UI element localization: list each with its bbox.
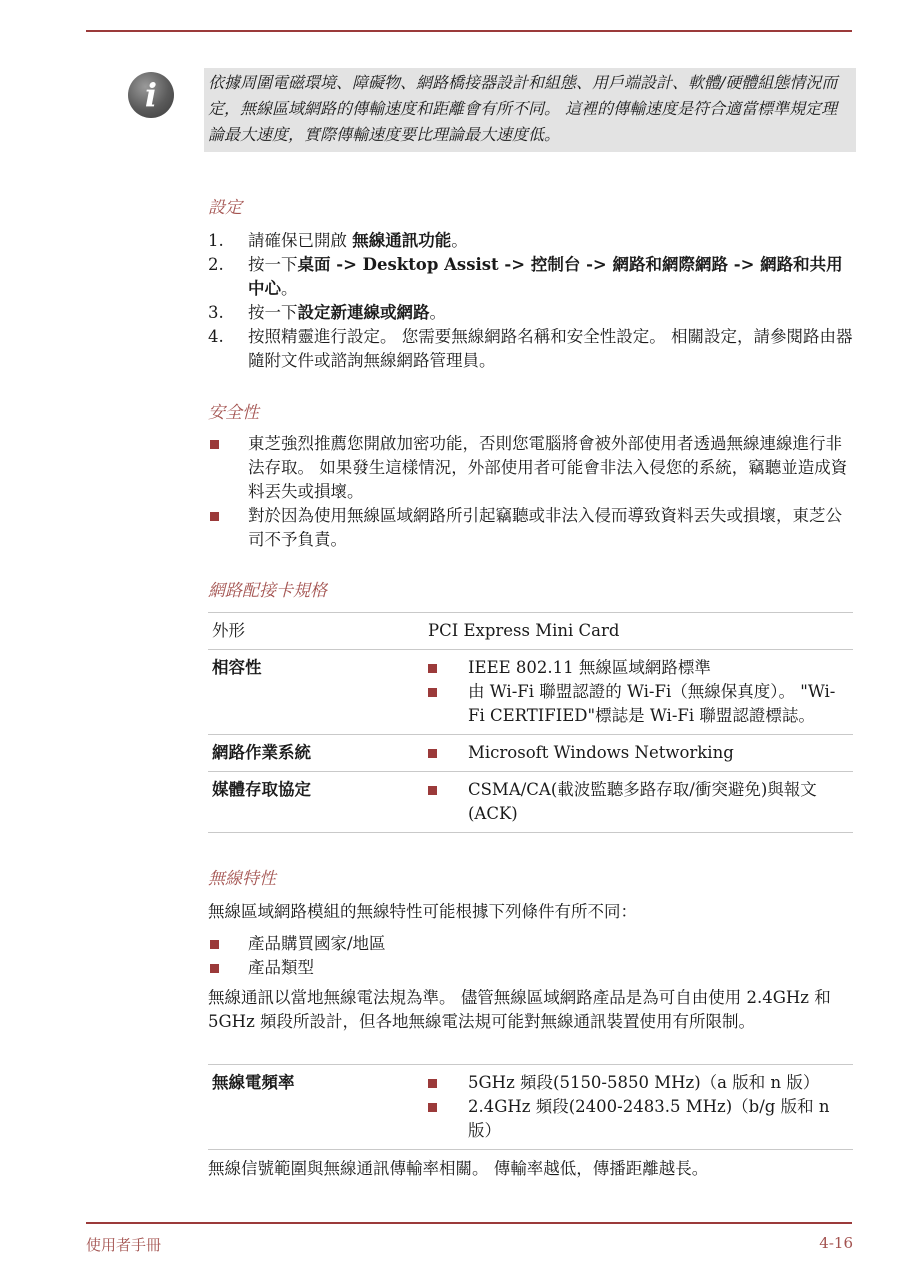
bottom-rule	[86, 1222, 852, 1224]
bullet-icon	[428, 664, 437, 673]
row-key: 網路作業系統	[208, 735, 424, 772]
list-item: 由 Wi-Fi 聯盟認證的 Wi-Fi（無線保真度）。 "Wi-Fi CERTIFIED"標誌是 Wi-Fi 聯盟認證標誌。	[428, 680, 849, 728]
card-spec-table	[208, 612, 853, 833]
list-item: 東芝強烈推薦您開啟加密功能，否則您電腦將會被外部使用者透過無線連線進行非法存取。 如果發生這樣情況，外部使用者可能會非法入侵您的系統，竊聽並造成資料丟失或損壞。	[208, 432, 856, 504]
table-row	[208, 772, 853, 833]
note-box	[204, 68, 856, 152]
row-value	[424, 735, 853, 772]
list-item: IEEE 802.11 無線區域網路標準	[428, 656, 849, 680]
list-item: 產品購買國家/地區	[208, 932, 856, 956]
card-spec-heading: 網路配接卡規格	[208, 581, 327, 601]
setup-heading: 設定	[208, 198, 242, 218]
row-value: PCI Express Mini Card	[424, 613, 853, 650]
note-text: 依據周圍電磁環境、障礙物、網路橋接器設計和組態、用戶端設計、軟體/硬體組態情況而定，無線區域網路的傳輸速度和距離會有所不同。 這裡的傳輸速度是符合適當標準規定理論最大速度，實際傳輸速度要比理論最大速度低。	[208, 73, 838, 144]
bullet-icon	[210, 440, 219, 449]
list-item: 2. 按一下桌面 -> Desktop Assist -> 控制台 -> 網路和網際網路 -> 網路和共用中心。	[208, 255, 843, 298]
bullet-icon	[428, 1103, 437, 1112]
bullet-icon	[428, 786, 437, 795]
page-number: 4-16	[819, 1234, 853, 1252]
row-value	[424, 650, 853, 735]
table-row	[208, 650, 853, 735]
table-row	[208, 735, 853, 772]
bullet-icon	[210, 964, 219, 973]
row-value	[424, 1065, 853, 1150]
row-key: 外形	[208, 613, 424, 650]
frequency-table	[208, 1064, 853, 1150]
list-item: CSMA/CA(載波監聽多路存取/衝突避免)與報文(ACK)	[428, 778, 849, 826]
list-item: 1. 請確保已開啟 無線通訊功能。	[208, 231, 468, 250]
table-row	[208, 1065, 853, 1150]
bullet-icon	[210, 512, 219, 521]
setup-steps	[208, 229, 856, 373]
list-item: 5GHz 頻段(5150-5850 MHz)（a 版和 n 版）	[428, 1071, 849, 1095]
row-value	[424, 772, 853, 833]
bullet-icon	[428, 688, 437, 697]
radio-conditions	[208, 932, 856, 980]
list-item: 4. 按照精靈進行設定。 您需要無線網路名稱和安全性設定。 相關設定，請參閱路由器隨附文件或諮詢無線網路管理員。	[208, 327, 853, 370]
list-item: Microsoft Windows Networking	[428, 741, 849, 765]
footer-title: 使用者手冊	[86, 1236, 162, 1254]
list-item: 3. 按一下設定新連線或網路。	[208, 303, 446, 322]
radio-paragraph: 無線通訊以當地無線電法規為準。 儘管無線區域網路產品是為可自由使用 2.4GHz 和 5GHz 頻段所設計，但各地無線電法規可能對無線通訊裝置使用有所限制。	[208, 988, 831, 1031]
list-item: 對於因為使用無線區域網路所引起竊聽或非法入侵而導致資料丟失或損壞，東芝公司不予負責。	[208, 504, 856, 552]
security-heading: 安全性	[208, 403, 259, 423]
security-list	[208, 432, 856, 552]
list-item: 2.4GHz 頻段(2400-2483.5 MHz)（b/g 版和 n 版）	[428, 1095, 849, 1143]
closing-paragraph: 無線信號範圍與無線通訊傳輸率相關。 傳輸率越低，傳播距離越長。	[208, 1159, 709, 1178]
radio-heading: 無線特性	[208, 869, 276, 889]
bullet-icon	[210, 940, 219, 949]
row-key: 無線電頻率	[208, 1065, 424, 1150]
radio-intro: 無線區域網路模組的無線特性可能根據下列條件有所不同：	[208, 902, 637, 921]
bullet-icon	[428, 1079, 437, 1088]
list-item: 產品類型	[208, 956, 856, 980]
row-key: 相容性	[208, 650, 424, 735]
row-key: 媒體存取協定	[208, 772, 424, 833]
info-icon: i	[128, 72, 174, 118]
table-row	[208, 613, 853, 650]
top-rule	[86, 30, 852, 32]
bullet-icon	[428, 749, 437, 758]
